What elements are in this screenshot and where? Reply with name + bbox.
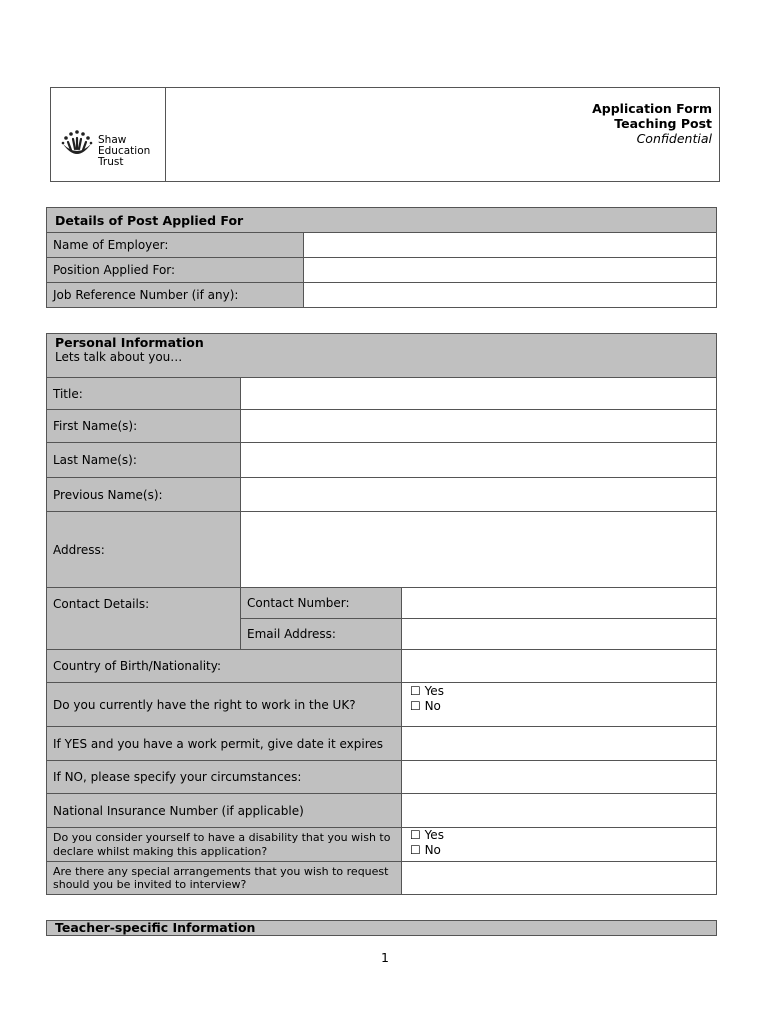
- position-field[interactable]: [303, 257, 717, 283]
- confidential-label: Confidential: [636, 131, 712, 146]
- country-field[interactable]: [401, 649, 717, 683]
- form-subtitle: Teaching Post: [614, 116, 712, 131]
- title-field[interactable]: [240, 377, 717, 410]
- disability-label: Do you consider yourself to have a disability that you wish to declare whilst making this application?: [46, 827, 402, 862]
- ni-label: National Insurance Number (if applicable): [46, 793, 402, 828]
- contact-details-label-text: Contact Details:: [53, 597, 150, 611]
- logo-cell: [51, 88, 166, 181]
- shaw-trust-logo-icon: [59, 128, 95, 162]
- employer-label: Name of Employer:: [46, 232, 304, 258]
- job-reference-field[interactable]: [303, 282, 717, 308]
- personal-section-heading: [46, 333, 717, 378]
- employer-field[interactable]: [303, 232, 717, 258]
- teacher-section-heading-text: Teacher-specific Information: [55, 920, 256, 935]
- right-to-work-no-checkbox[interactable]: ☐ No: [410, 699, 441, 713]
- work-permit-field[interactable]: [401, 726, 717, 761]
- position-label: Position Applied For:: [46, 257, 304, 283]
- work-permit-label: If YES and you have a work permit, give date it expires: [46, 726, 402, 761]
- arrangements-field[interactable]: [401, 861, 717, 895]
- ni-field[interactable]: [401, 793, 717, 828]
- first-name-field[interactable]: [240, 409, 717, 443]
- disability-options: [401, 827, 717, 862]
- post-section-heading-text: Details of Post Applied For: [55, 213, 244, 228]
- logo-text-line: Trust: [98, 156, 124, 168]
- right-to-work-yes-checkbox[interactable]: ☐ Yes: [410, 684, 444, 698]
- title-label: Title:: [46, 377, 241, 410]
- first-name-label: First Name(s):: [46, 409, 241, 443]
- circumstances-field[interactable]: [401, 760, 717, 794]
- email-field[interactable]: [401, 618, 717, 650]
- teacher-section-heading: [46, 920, 717, 936]
- page-number: 1: [381, 950, 389, 965]
- form-title: Application Form: [592, 101, 712, 116]
- address-field[interactable]: [240, 511, 717, 588]
- previous-name-label: Previous Name(s):: [46, 477, 241, 512]
- form-title-block: [592, 101, 712, 146]
- logo-text-line: Shaw: [98, 134, 127, 146]
- right-to-work-label: Do you currently have the right to work in the UK?: [46, 682, 402, 727]
- contact-number-label: Contact Number:: [240, 587, 402, 619]
- right-to-work-options: [401, 682, 717, 727]
- logo-text-line: Education: [98, 145, 151, 157]
- arrangements-label: Are there any special arrangements that you wish to request should you be invited to interview?: [46, 861, 402, 895]
- disability-yes-checkbox[interactable]: ☐ Yes: [410, 828, 444, 842]
- logo-text: [98, 135, 150, 168]
- contact-details-label: [46, 587, 241, 650]
- email-label: Email Address:: [240, 618, 402, 650]
- circumstances-label: If NO, please specify your circumstances:: [46, 760, 402, 794]
- personal-section-subheading: Lets talk about you…: [55, 350, 183, 364]
- previous-name-field[interactable]: [240, 477, 717, 512]
- letterhead: [50, 87, 720, 182]
- job-reference-label: Job Reference Number (if any):: [46, 282, 304, 308]
- address-label: Address:: [46, 511, 241, 588]
- disability-no-checkbox[interactable]: ☐ No: [410, 843, 441, 857]
- country-label: Country of Birth/Nationality:: [46, 649, 402, 683]
- personal-section-heading-text: Personal Information: [55, 335, 204, 350]
- contact-number-field[interactable]: [401, 587, 717, 619]
- last-name-label: Last Name(s):: [46, 442, 241, 478]
- post-section-heading: [46, 207, 717, 233]
- last-name-field[interactable]: [240, 442, 717, 478]
